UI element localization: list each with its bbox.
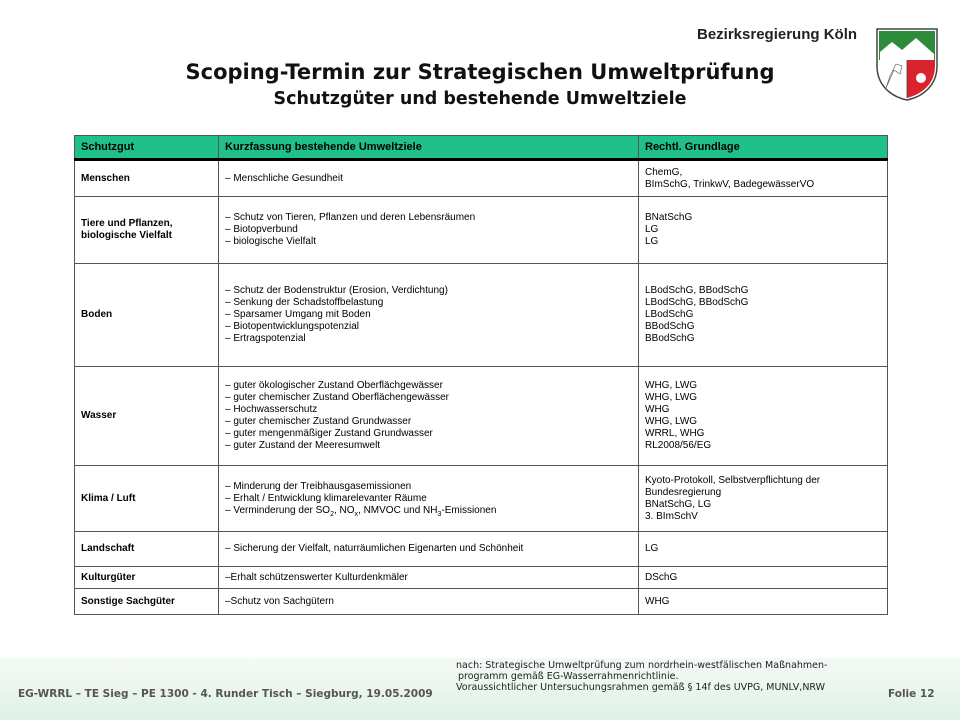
page-subtitle: Schutzgüter und bestehende Umweltziele (273, 89, 687, 109)
goal-item: – guter chemischer Zustand Oberflächengewässer (225, 392, 450, 403)
legal-item: 3. BImSchV (645, 510, 698, 522)
column-header: Schutzgut (75, 136, 219, 160)
goal-item: – Sparsamer Umgang mit Boden (225, 309, 371, 320)
ziele-cell (219, 589, 639, 615)
goal-item: – guter Zustand der Meeresumwelt (225, 440, 381, 451)
legal-item: Bundesregierung (645, 486, 722, 498)
source-line: Voraussichtlicher Untersuchungsrahmen gemäß § 14f des UVPG, MUNLV,NRW (456, 682, 826, 693)
column-header: Kurzfassung bestehende Umweltziele (219, 136, 639, 160)
page-title: Scoping-Termin zur Strategischen Umweltprüfung (185, 60, 775, 84)
authority-name: Bezirksregierung Köln (697, 26, 858, 43)
goal-item: – Menschliche Gesundheit (225, 172, 343, 184)
column-header: Rechtl. Grundlage (639, 136, 888, 160)
legal-item: WHG (645, 404, 670, 415)
ziele-cell (219, 264, 639, 367)
legal-item: ChemG, (645, 166, 683, 178)
table-header-row (75, 136, 888, 160)
legal-item: LG (645, 236, 659, 247)
ziele-cell (219, 567, 639, 589)
footer-event: EG-WRRL – TE Sieg – PE 1300 - 4. Runder Tisch – Siegburg, 19.05.2009 (18, 688, 433, 700)
grundlage-cell (639, 532, 888, 567)
legal-item: WHG (645, 595, 670, 607)
table-row (75, 160, 888, 197)
legal-item: BImSchG, TrinkwV, BadegewässerVO (645, 178, 815, 190)
table-row (75, 197, 888, 264)
legal-item: BNatSchG (645, 212, 693, 223)
goal-item: –Erhalt schützenswerter Kulturdenkmäler (225, 571, 408, 583)
grundlage-cell (639, 589, 888, 615)
ziele-cell (219, 532, 639, 567)
schutzgut-cell: Tiere und Pflanzen, biologische Vielfalt (75, 197, 219, 264)
legal-item: BBodSchG (645, 321, 695, 332)
table-row (75, 367, 888, 466)
goal-item: – guter mengenmäßiger Zustand Grundwasser (225, 428, 433, 439)
grundlage-cell (639, 264, 888, 367)
goal-item: – Biotopentwicklungspotenzial (225, 321, 359, 332)
legal-item: BBodSchG (645, 333, 695, 344)
schutzgut-cell: Klima / Luft (75, 466, 219, 532)
goal-item: – Sicherung der Vielfalt, naturräumlichen Eigenarten und Schönheit (225, 543, 524, 554)
legal-item: WRRL, WHG (645, 428, 705, 439)
ziele-cell (219, 160, 639, 197)
goal-item: – Schutz von Tieren, Pflanzen und deren Lebensräumen (225, 212, 476, 223)
legal-item: WHG, LWG (645, 392, 698, 403)
ziele-cell (219, 367, 639, 466)
legal-item: LBodSchG (645, 309, 694, 320)
legal-item: RL2008/56/EG (645, 440, 712, 451)
grundlage-cell (639, 160, 888, 197)
goal-item: – guter chemischer Zustand Grundwasser (225, 416, 412, 427)
legal-item: LBodSchG, BBodSchG (645, 285, 749, 296)
goal-item: – Verminderung der $SO_2$, $NO_x$, NMVOC und $NH_3$-Emissionen (225, 504, 497, 518)
source-line: programm gemäß EG-Wasserrahmenrichtlinie. (458, 671, 679, 682)
legal-item: DSchG (645, 571, 678, 583)
source-note (456, 660, 886, 693)
goal-item: – Hochwasserschutz (225, 404, 318, 415)
schutzgut-cell: Menschen (75, 160, 219, 197)
legal-item: LG (645, 224, 659, 235)
source-line: nach: Strategische Umweltprüfung zum nordrhein-westfälischen Maßnahmen- (456, 660, 828, 671)
goal-item: – Minderung der Treibhausgasemissionen (225, 480, 412, 492)
legal-item: LG (645, 543, 659, 554)
ziele-cell (219, 197, 639, 264)
grundlage-cell (639, 197, 888, 264)
schutzgut-cell: Landschaft (75, 532, 219, 567)
legal-item: WHG, LWG (645, 416, 698, 427)
goal-item: – Biotopverbund (225, 224, 298, 235)
ziele-cell (219, 466, 639, 532)
grundlage-cell (639, 567, 888, 589)
legal-item: BNatSchG, LG (645, 498, 712, 510)
schutzgut-cell: Wasser (75, 367, 219, 466)
goal-item: – biologische Vielfalt (225, 236, 316, 247)
schutzgut-cell: Kulturgüter (75, 567, 219, 589)
goal-item: – Senkung der Schadstoffbelastung (225, 297, 384, 308)
grundlage-cell (639, 466, 888, 532)
grundlage-cell (639, 367, 888, 466)
goal-item: –Schutz von Sachgütern (225, 595, 334, 607)
goal-item: – Erhalt / Entwicklung klimarelevanter Räume (225, 492, 427, 504)
environment-goals-table (74, 135, 888, 615)
table-row (75, 466, 888, 532)
table-row (75, 589, 888, 615)
table-row (75, 264, 888, 367)
goal-item: – Schutz der Bodenstruktur (Erosion, Verdichtung) (225, 285, 448, 296)
legal-item: Kyoto-Protokoll, Selbstverpflichtung der (645, 474, 821, 486)
schutzgut-cell: Sonstige Sachgüter (75, 589, 219, 615)
goal-item: – Ertragspotenzial (225, 333, 306, 344)
table-row (75, 532, 888, 567)
goal-item: – guter ökologischer Zustand Oberflächgewässer (225, 380, 443, 391)
schutzgut-cell: Boden (75, 264, 219, 367)
table-row (75, 567, 888, 589)
legal-item: WHG, LWG (645, 380, 698, 391)
slide-number: Folie 12 (888, 688, 935, 700)
legal-item: LBodSchG, BBodSchG (645, 297, 749, 308)
